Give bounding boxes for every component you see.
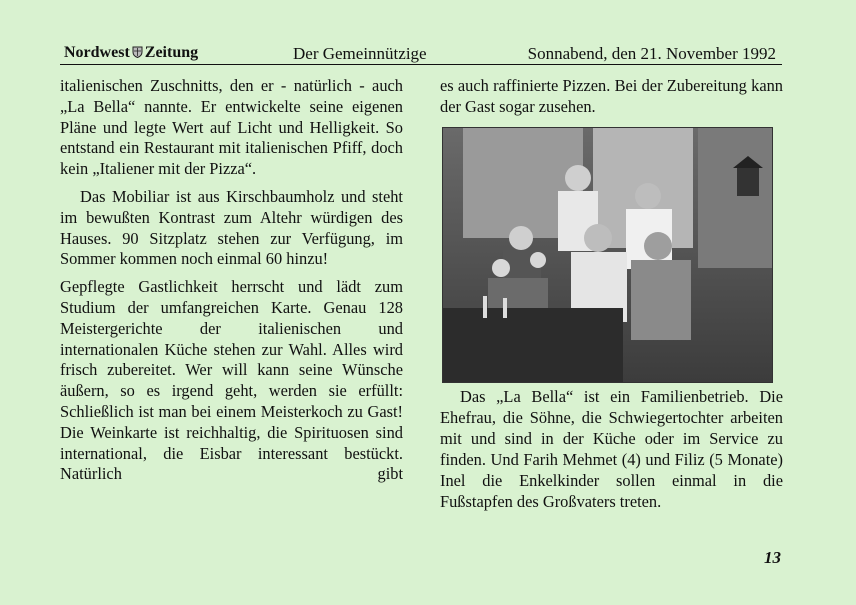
- masthead: [60, 42, 782, 65]
- family-photo: [442, 127, 773, 383]
- paragraph: italienischen Zuschnitts, den er - natürlich - auch „La Bella“ nannte. Er entwickelte seine eigenen Pläne und legte Wert auf Licht und Helligkeit. So entstand ein Restaurant mit italienischen Pfiff, doch kein „Italiener mit der Pizza“.: [60, 76, 403, 179]
- photo-image: [443, 128, 772, 382]
- paper-name-part1: Nordwest: [64, 44, 130, 61]
- paragraph: Das Mobiliar ist aus Kirschbaumholz und steht im bewußten Kontrast zum Altehr würdigen des Hauses. 90 Sitzplatz stehen zur Verfügung, im Sommer kommen noch einmal 60 hinzu!: [60, 186, 403, 269]
- page-number: 13: [764, 548, 781, 567]
- left-column: [60, 76, 403, 485]
- photo-caption: [440, 386, 783, 512]
- paragraph: es auch raffinierte Pizzen. Bei der Zubereitung kann der Gast sogar zusehen.: [440, 76, 783, 116]
- paper-name-part2: Zeitung: [144, 44, 199, 61]
- section-title: Der Gemeinnützige: [293, 44, 427, 63]
- caption-text: Das „La Bella“ ist ein Familienbetrieb. Die Ehefrau, die Söhne, die Schwiegertochter arbeiten mit und sind in der Küche oder im Service zu finden. Und Farih Mehmet (4) und Filiz (5 Monate) Inel die Enkelkinder sollen einmal in die Fußstapfen des Großvaters treten.: [440, 387, 783, 511]
- paragraph: Gepflegte Gastlichkeit herrscht und lädt zum Studium der umfangreichen Karte. Genau 128 Meistergerichte der italienischen und internationalen Küche stehen zur Wahl. Alles wird frisch zubereitet. Wer will kann seine Wünsche äußern, so es irgend geht, werden sie erfüllt: Schließlich ist man bei einem Meisterkoch zu Gast! Die Weinkarte ist reichhaltig, die Spirituosen sind international, die Eisbar interessant bestückt. Natürlich gibt: [60, 277, 403, 484]
- newspaper-name: [64, 44, 198, 62]
- coat-of-arms-icon: [132, 46, 143, 58]
- right-column: [440, 76, 783, 118]
- issue-date: Sonnabend, den 21. November 1992: [527, 44, 776, 63]
